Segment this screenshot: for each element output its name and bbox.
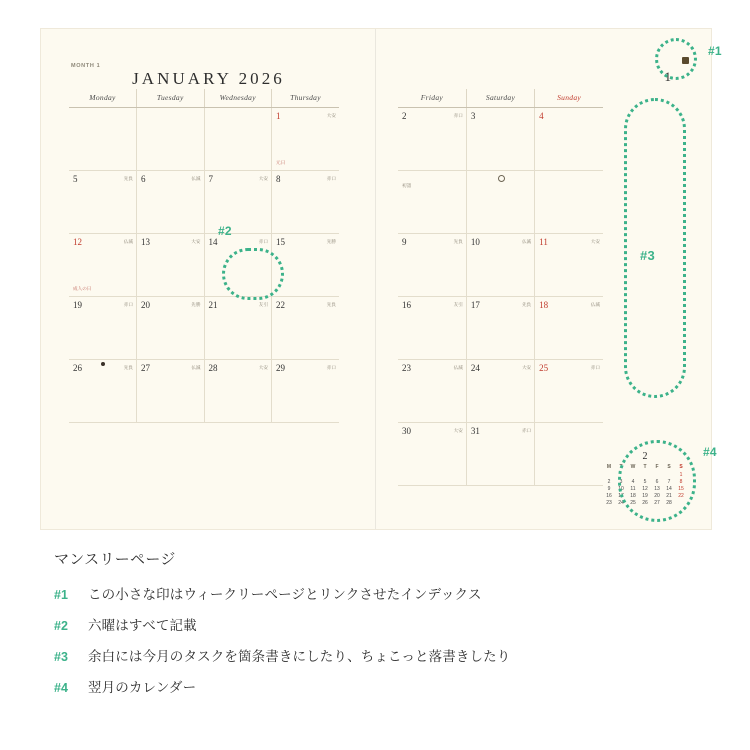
rokuyo-label: 大安 [521, 365, 532, 370]
mini-calendar-day: 7 [667, 478, 671, 485]
calendar-week-row [69, 297, 339, 360]
mini-calendar-day: 14 [666, 486, 672, 493]
annotation-circle-2 [222, 248, 284, 300]
calendar-week-row [398, 108, 603, 171]
day-number: 14 [208, 237, 218, 247]
calendar-day-cell[interactable] [137, 360, 205, 423]
calendar-day-cell[interactable] [398, 234, 466, 297]
calendar-day-cell[interactable] [272, 171, 340, 234]
calendar-day-cell[interactable] [272, 297, 340, 360]
calendar-day-cell[interactable] [204, 360, 272, 423]
rokuyo-label: 仏滅 [123, 239, 133, 244]
rokuyo-label: 先負 [123, 365, 133, 370]
caption-title: マンスリーページ [54, 551, 176, 568]
calendar-day-cell[interactable] [137, 234, 205, 297]
calendar-day-cell[interactable] [398, 360, 466, 423]
calendar-day-cell[interactable] [398, 423, 466, 486]
calendar-day-cell[interactable] [272, 360, 340, 423]
calendar-week-row [69, 360, 339, 423]
rokuyo-label: 先負 [453, 239, 463, 244]
calendar-day-cell[interactable] [137, 171, 205, 234]
day-number: 23 [402, 363, 411, 373]
rokuyo-label: 先負 [521, 302, 532, 307]
mini-calendar-day: 18 [630, 493, 636, 500]
mini-calendar-day: 9 [607, 486, 611, 493]
mini-calendar-day: 12 [642, 486, 648, 493]
mini-calendar-day: 8 [679, 478, 683, 485]
calendar-week-row [69, 234, 339, 297]
rokuyo-label: 大安 [453, 428, 463, 433]
caption-note-text: 六曜はすべて記載 [88, 618, 197, 633]
calendar-week-row [398, 423, 603, 486]
calendar-day-cell[interactable] [535, 108, 603, 171]
mini-calendar-day: 28 [666, 500, 672, 507]
weekday-header-tuesday: Tuesday [137, 89, 205, 108]
holiday-label: 元日 [276, 160, 286, 165]
caption-note-list [54, 583, 714, 696]
annotation-circle-4 [618, 440, 696, 522]
weekday-header-wednesday: Wednesday [204, 89, 272, 108]
calendar-day-cell[interactable] [398, 171, 466, 234]
rokuyo-label: 大安 [258, 176, 268, 181]
day-number: 26 [73, 363, 82, 373]
calendar-day-cell[interactable] [398, 108, 466, 171]
day-number: 30 [402, 426, 411, 436]
calendar-day-cell[interactable] [69, 234, 137, 297]
holiday-label: 成人の日 [73, 286, 92, 291]
mini-weekday-header: F [655, 464, 659, 471]
monthly-grid-left-body [69, 108, 339, 423]
calendar-day-cell[interactable] [466, 108, 534, 171]
day-number: 3 [470, 111, 476, 121]
day-number: 25 [539, 363, 549, 373]
weekday-header-row-left [69, 89, 339, 108]
day-number: 10 [470, 237, 480, 247]
mini-calendar-day: 21 [666, 493, 672, 500]
calendar-day-cell[interactable] [535, 171, 603, 234]
calendar-day-cell[interactable] [272, 108, 340, 171]
mini-weekday-header: M [606, 464, 612, 471]
calendar-day-cell[interactable] [137, 108, 205, 171]
rokuyo-label: 友引 [453, 302, 463, 307]
rokuyo-label: 大安 [326, 113, 336, 118]
caption-block [54, 548, 714, 707]
day-number: 18 [539, 300, 549, 310]
rokuyo-label: 仏滅 [191, 176, 201, 181]
rokuyo-label: 先勝 [191, 302, 201, 307]
mini-calendar-day: 5 [643, 478, 647, 485]
day-number: 27 [141, 363, 150, 373]
calendar-day-cell[interactable] [466, 234, 534, 297]
mini-calendar-day: 16 [606, 493, 612, 500]
page-number: 1 [664, 69, 671, 84]
mini-weekday-header: T [619, 464, 623, 471]
day-number: 17 [470, 300, 480, 310]
rokuyo-label: 先負 [326, 302, 336, 307]
day-number: 29 [276, 363, 285, 373]
month-tag: MONTH 1 [71, 63, 101, 69]
mini-calendar-day: 27 [654, 500, 660, 507]
day-number: 9 [402, 237, 407, 247]
event-note: 初詣 [402, 183, 412, 188]
day-number: 4 [539, 111, 544, 121]
rokuyo-label: 仏滅 [521, 239, 532, 244]
mini-calendar-day: 19 [642, 493, 648, 500]
calendar-day-cell[interactable] [535, 423, 603, 486]
day-number: 21 [208, 300, 218, 310]
caption-note-tag: #3 [54, 650, 68, 664]
calendar-day-cell[interactable] [466, 297, 534, 360]
mini-calendar-day: 26 [642, 500, 648, 507]
annotation-circle-1 [655, 38, 697, 80]
rokuyo-label: 赤口 [590, 365, 600, 370]
calendar-day-cell[interactable] [466, 171, 534, 234]
rokuyo-label: 先勝 [326, 239, 336, 244]
calendar-day-cell[interactable] [535, 297, 603, 360]
rokuyo-label: 先負 [123, 176, 133, 181]
calendar-week-row [398, 360, 603, 423]
rokuyo-label: 赤口 [453, 113, 463, 118]
day-number: 2 [402, 111, 407, 121]
calendar-day-cell[interactable] [535, 360, 603, 423]
new-moon-icon [101, 362, 105, 366]
calendar-day-cell[interactable] [466, 423, 534, 486]
calendar-day-cell[interactable] [466, 360, 534, 423]
full-moon-icon [498, 175, 505, 182]
calendar-day-cell[interactable] [69, 360, 137, 423]
calendar-day-cell[interactable] [398, 297, 466, 360]
caption-note-text: この小さな印はウィークリーページとリンクさせたインデックス [88, 587, 482, 602]
caption-note-tag: #1 [54, 588, 68, 602]
monthly-grid-right [398, 89, 603, 486]
mini-weekday-header: S [667, 464, 671, 471]
rokuyo-label: 仏滅 [453, 365, 463, 370]
day-number: 15 [276, 237, 285, 247]
mini-weekday-header: W [630, 464, 636, 471]
mini-calendar-day: 4 [631, 478, 635, 485]
mini-calendar-title: 2 [642, 450, 648, 462]
weekday-header-saturday: Saturday [466, 89, 534, 108]
day-number: 20 [141, 300, 150, 310]
mini-calendar-day: 10 [618, 486, 624, 493]
calendar-day-cell[interactable] [69, 108, 137, 171]
rokuyo-label: 大安 [191, 239, 201, 244]
weekday-header-sunday: Sunday [535, 89, 603, 108]
annotation-label-2: #2 [218, 224, 232, 238]
calendar-day-cell[interactable] [137, 297, 205, 360]
mini-calendar-day: 15 [678, 486, 684, 493]
rokuyo-label: 大安 [258, 365, 268, 370]
mini-calendar-day: 22 [678, 493, 684, 500]
rokuyo-label: 仏滅 [590, 302, 600, 307]
caption-note-text: 翌月のカレンダー [88, 680, 197, 695]
weekday-header-thursday: Thursday [272, 89, 340, 108]
mini-calendar-day: 1 [679, 471, 683, 478]
calendar-week-row [398, 171, 603, 234]
calendar-day-cell[interactable] [204, 171, 272, 234]
mini-calendar-day: 2 [607, 478, 611, 485]
calendar-week-row [69, 171, 339, 234]
rokuyo-label: 赤口 [258, 239, 268, 244]
calendar-week-row [398, 297, 603, 360]
calendar-week-row [398, 234, 603, 297]
day-number: 28 [208, 363, 218, 373]
caption-note-tag: #4 [54, 681, 68, 695]
rokuyo-label: 赤口 [521, 428, 532, 433]
day-number: 19 [73, 300, 82, 310]
monthly-grid-right-body [398, 108, 603, 486]
mini-calendar-day: 23 [606, 500, 612, 507]
mini-calendar-day: 3 [619, 478, 623, 485]
weekday-header-row-right [398, 89, 603, 108]
annotation-label-1: #1 [708, 44, 722, 58]
calendar-day-cell[interactable] [204, 297, 272, 360]
day-number: 11 [539, 237, 548, 247]
calendar-day-cell[interactable] [69, 297, 137, 360]
annotation-circle-3 [624, 98, 686, 398]
rokuyo-label: 仏滅 [191, 365, 201, 370]
calendar-day-cell[interactable] [69, 171, 137, 234]
caption-note [54, 614, 714, 634]
caption-note [54, 583, 714, 603]
mini-weekday-header: T [643, 464, 647, 471]
day-number: 22 [276, 300, 285, 310]
caption-note-tag: #2 [54, 619, 68, 633]
planner-page-left [41, 29, 376, 529]
day-number: 6 [141, 174, 146, 184]
annotation-label-3: #3 [640, 248, 655, 263]
day-number: 7 [208, 174, 213, 184]
day-number: 13 [141, 237, 150, 247]
day-number: 31 [470, 426, 480, 436]
mini-calendar-day: 24 [618, 500, 624, 507]
weekday-header-friday: Friday [398, 89, 466, 108]
mini-calendar-day: 11 [630, 486, 636, 493]
caption-note [54, 676, 714, 696]
rokuyo-label: 赤口 [326, 365, 336, 370]
rokuyo-label: 赤口 [326, 176, 336, 181]
mini-calendar-day: 13 [654, 486, 660, 493]
monthly-grid-left [69, 89, 339, 423]
caption-note [54, 645, 714, 665]
mini-calendar-day: 17 [618, 493, 624, 500]
mini-calendar-day: 6 [655, 478, 659, 485]
page-title: JANUARY 2026 [132, 69, 285, 88]
rokuyo-label: 赤口 [123, 302, 133, 307]
day-number: 8 [276, 174, 281, 184]
annotation-label-4: #4 [703, 445, 717, 459]
day-number: 5 [73, 174, 78, 184]
weekday-header-monday: Monday [69, 89, 137, 108]
calendar-day-cell[interactable] [204, 108, 272, 171]
rokuyo-label: 友引 [258, 302, 268, 307]
mini-calendar-day: 20 [654, 493, 660, 500]
mini-weekday-header: S [679, 464, 683, 471]
day-number: 24 [470, 363, 480, 373]
mini-calendar-day: 25 [630, 500, 636, 507]
planner-spread [40, 28, 712, 530]
caption-note-text: 余白には今月のタスクを箇条書きにしたり、ちょこっと落書きしたり [88, 649, 511, 664]
calendar-week-row [69, 108, 339, 171]
mini-calendar-day [603, 471, 615, 478]
day-number: 16 [402, 300, 411, 310]
day-number: 1 [276, 111, 281, 121]
calendar-day-cell[interactable] [535, 234, 603, 297]
day-number: 12 [73, 237, 82, 247]
rokuyo-label: 大安 [590, 239, 600, 244]
